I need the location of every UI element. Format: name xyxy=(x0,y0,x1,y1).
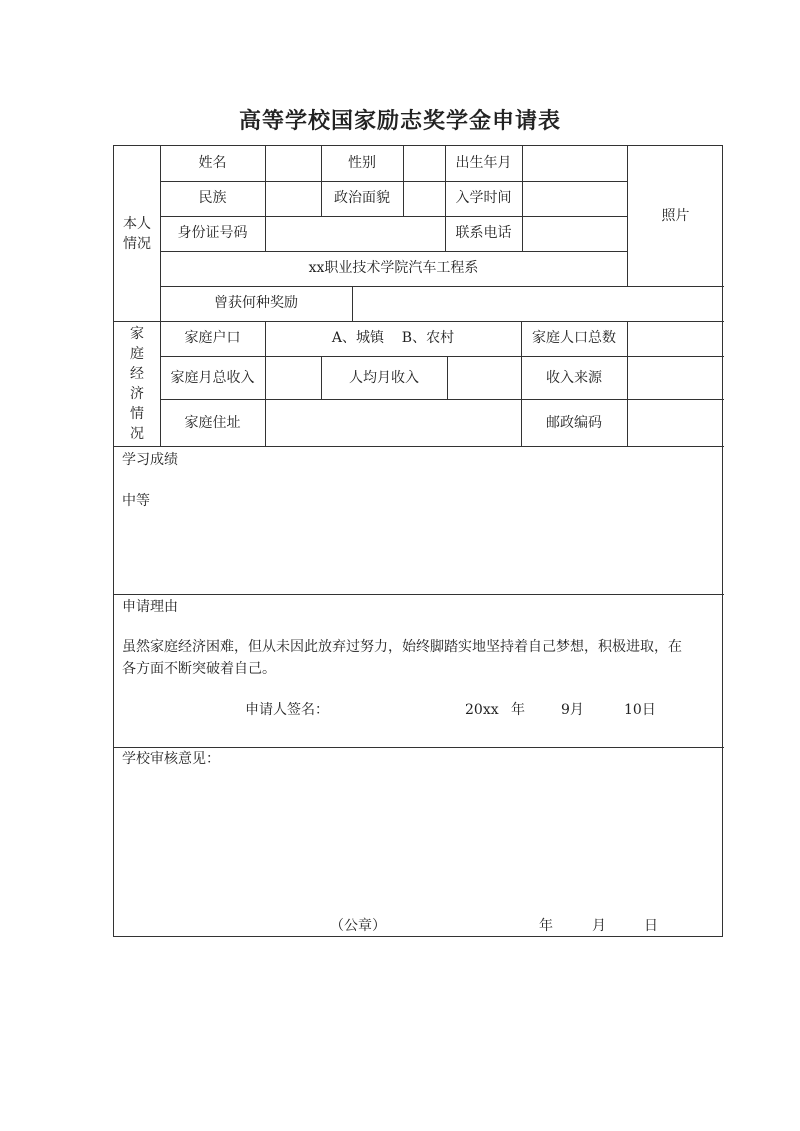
gender-field[interactable] xyxy=(404,155,444,171)
birth-label: 出生年月 xyxy=(455,155,512,171)
department-text: xx职业技术学院汽车工程系 xyxy=(308,260,479,276)
official-seal-label: （公章） xyxy=(330,918,386,934)
family-population-field[interactable] xyxy=(628,330,723,346)
postcode-label: 邮政编码 xyxy=(546,415,602,431)
row-divider xyxy=(160,399,724,400)
phone-field[interactable] xyxy=(523,225,626,241)
awards-field[interactable] xyxy=(353,295,723,311)
signature-month[interactable]: 9月 xyxy=(561,702,584,718)
photo-placeholder: 照片 xyxy=(661,208,690,224)
review-year-unit: 年 xyxy=(539,918,553,934)
postcode-field[interactable] xyxy=(628,415,723,431)
monthly-income-label: 家庭月总收入 xyxy=(170,370,255,386)
enrollment-date-field[interactable] xyxy=(523,190,626,206)
gender-label: 性别 xyxy=(348,155,376,171)
school-review-label: 学校审核意见： xyxy=(122,751,220,767)
awards-label: 曾获何种奖励 xyxy=(214,295,298,311)
signature-day[interactable]: 10日 xyxy=(624,702,656,718)
ethnicity-label: 民族 xyxy=(198,190,227,206)
signature-year[interactable]: 20xx xyxy=(465,702,499,718)
family-population-label: 家庭人口总数 xyxy=(532,330,616,346)
home-address-label: 家庭住址 xyxy=(184,415,241,431)
reason-text-line[interactable]: 各方面不断突破着自己。 xyxy=(122,661,276,677)
monthly-income-field[interactable] xyxy=(266,370,320,386)
section-divider xyxy=(114,321,724,322)
section-divider xyxy=(114,446,724,447)
reason-text-line[interactable]: 虽然家庭经济困难，但从未因此放弃过努力，始终脚踏实地坚持着自己梦想，积极进取，在 xyxy=(122,639,682,655)
enrollment-date-label: 入学时间 xyxy=(455,190,512,206)
id-number-field[interactable] xyxy=(266,225,444,241)
political-status-label: 政治面貌 xyxy=(334,190,390,206)
ethnicity-field[interactable] xyxy=(266,190,320,206)
id-number-label: 身份证号码 xyxy=(177,225,248,241)
row-divider xyxy=(160,356,724,357)
per-capita-income-label: 人均月收入 xyxy=(349,370,419,386)
row-divider xyxy=(160,251,627,252)
reason-label: 申请理由 xyxy=(122,599,178,615)
per-capita-income-field[interactable] xyxy=(448,370,520,386)
name-label: 姓名 xyxy=(198,155,227,171)
form-title: 高等学校国家励志奖学金申请表 xyxy=(238,109,561,134)
household-options[interactable]: A、城镇 B、农村 xyxy=(331,330,455,346)
review-month-unit: 月 xyxy=(592,918,606,934)
income-source-field[interactable] xyxy=(628,370,723,386)
review-day-unit: 日 xyxy=(644,918,658,934)
family-section-label: 家 庭 经 济 情 况 xyxy=(130,326,144,442)
section-divider xyxy=(114,747,724,748)
name-field[interactable] xyxy=(266,155,320,171)
section-divider xyxy=(114,594,724,595)
personal-section-label: 本人 xyxy=(123,216,151,232)
academic-label: 学习成绩 xyxy=(122,452,178,468)
application-form-table xyxy=(113,145,723,937)
row-divider xyxy=(160,216,627,217)
row-divider xyxy=(160,181,627,182)
political-status-field[interactable] xyxy=(404,190,444,206)
academic-value[interactable]: 中等 xyxy=(122,493,150,509)
income-source-label: 收入来源 xyxy=(546,370,602,386)
birth-field[interactable] xyxy=(523,155,626,171)
signature-year-unit: 年 xyxy=(511,702,525,718)
row-divider xyxy=(160,286,724,287)
phone-label: 联系电话 xyxy=(455,225,512,241)
household-label: 家庭户口 xyxy=(184,330,241,346)
applicant-signature-label: 申请人签名： xyxy=(245,702,329,718)
home-address-field[interactable] xyxy=(266,415,520,431)
personal-section-label: 情况 xyxy=(123,236,151,252)
